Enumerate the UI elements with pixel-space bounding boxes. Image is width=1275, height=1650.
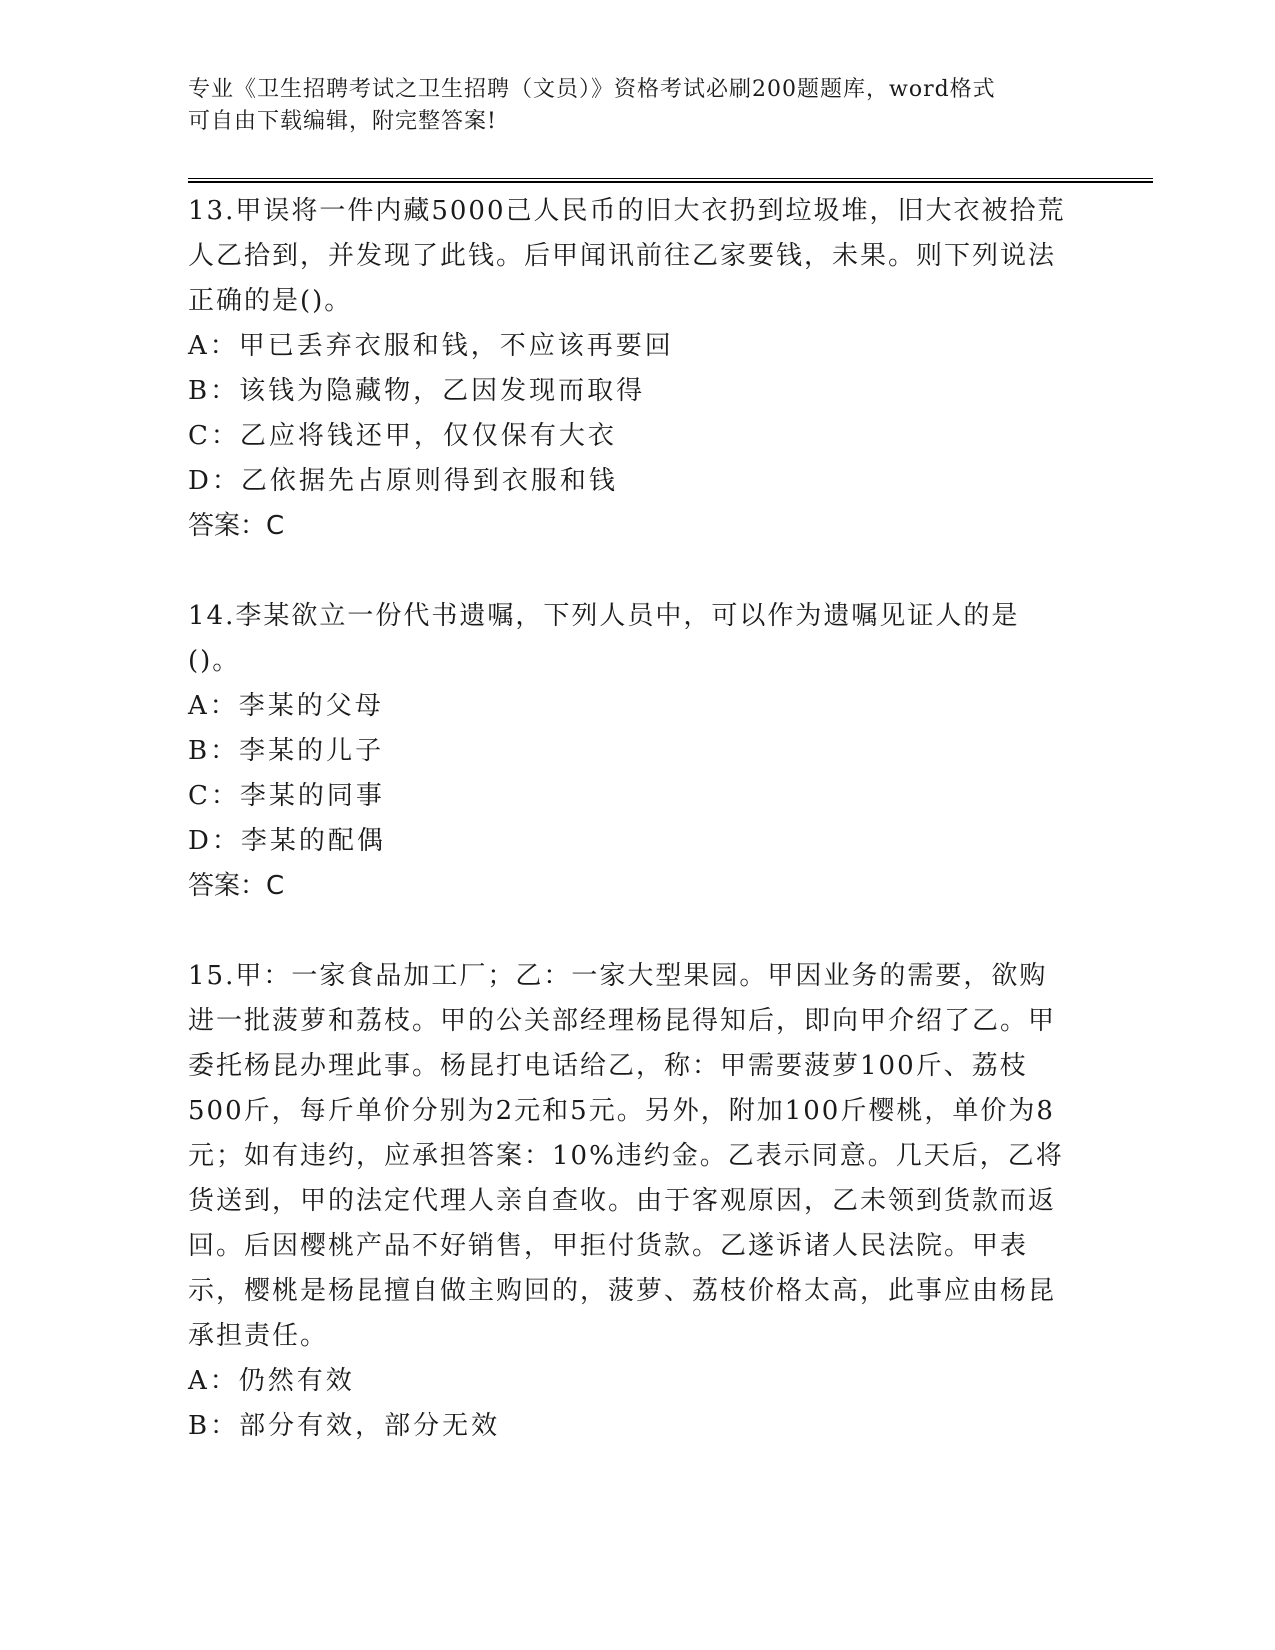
question-text: 15.甲：一家食品加工厂；乙：一家大型果园。甲因业务的需要，欲购进一批菠萝和荔枝。甲的公关部经理杨昆得知后，即向甲介绍了乙。甲委托杨昆办理此事。杨昆打电话给乙，称：甲需要菠萝100斤、荔枝500斤，每斤单价分别为2元和5元。另外，附加100斤樱桃，单价为8元；如有违约，应承担答案：10%违约金。乙表示同意。几天后，乙将货送到，甲的法定代理人亲自查收。由于客观原因，乙未领到货款而返回。后因樱桃产品不好销售，甲拒付货款。乙遂诉诸人民法院。甲表示，樱桃是杨昆擅自做主购回的，菠萝、荔枝价格太高，此事应由杨昆承担责任。 (188, 961, 1064, 1351)
option-c: C：乙应将钱还甲，仅仅保有大衣 (188, 421, 617, 451)
header-divider-thin (188, 178, 1153, 179)
option-d: D：李某的配偶 (188, 826, 386, 856)
option-a: A：李某的父母 (188, 691, 384, 721)
option-b: B：部分有效，部分无效 (188, 1411, 501, 1441)
option-d: D：乙依据先占原则得到衣服和钱 (188, 466, 618, 496)
spacer (188, 549, 1068, 594)
answer-line: 答案：C (188, 871, 285, 901)
header-line-2: 可自由下载编辑，附完整答案! (188, 109, 497, 134)
question-14 (188, 594, 1068, 909)
question-text: 14.李某欲立一份代书遗嘱，下列人员中，可以作为遗嘱见证人的是()。 (188, 601, 1020, 676)
question-text: 13.甲误将一件内藏5000己人民币的旧大衣扔到垃圾堆，旧大衣被拾荒人乙拾到，并发现了此钱。后甲闻讯前往乙家要钱，未果。则下列说法正确的是()。 (188, 196, 1066, 316)
spacer (188, 909, 1068, 954)
option-c: C：李某的同事 (188, 781, 385, 811)
question-13 (188, 189, 1068, 549)
option-b: B：李某的儿子 (188, 736, 385, 766)
question-list (188, 189, 1068, 1449)
header-line-1: 专业《卫生招聘考试之卫生招聘（文员）》资格考试必刷200题题库，word格式 (188, 77, 996, 102)
option-a: A：仍然有效 (188, 1366, 355, 1396)
header-divider-thick (188, 181, 1153, 183)
option-b: B：该钱为隐藏物，乙因发现而取得 (188, 376, 646, 406)
option-a: A：甲已丢弃衣服和钱，不应该再要回 (188, 331, 674, 361)
question-15 (188, 954, 1068, 1449)
answer-line: 答案：C (188, 511, 285, 541)
document-header (188, 74, 1088, 138)
